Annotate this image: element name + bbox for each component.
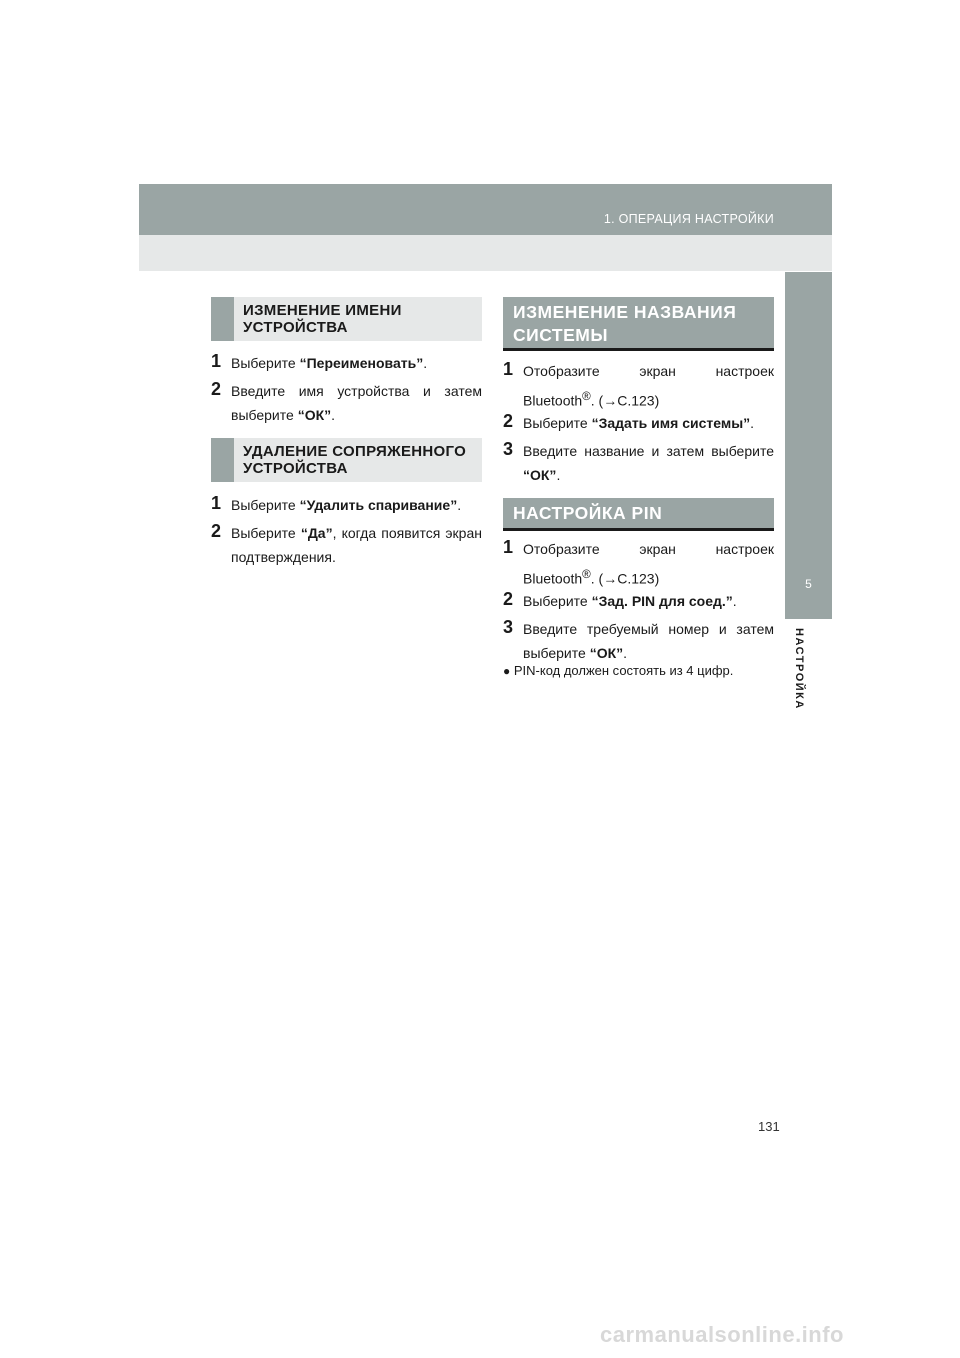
header-sub-band xyxy=(139,235,832,271)
section-marker xyxy=(211,297,234,341)
ui-option-set-pin: “Зад. PIN для соед.” xyxy=(591,593,733,609)
section-header-delete-paired xyxy=(211,438,482,482)
ui-option-delete-pairing: “Удалить спаривание” xyxy=(299,497,458,513)
step-number: 1 xyxy=(503,537,514,557)
header-band xyxy=(139,184,832,235)
step-item xyxy=(503,537,774,592)
step-item xyxy=(503,617,774,665)
step-item xyxy=(211,379,482,427)
section-title: ИЗМЕНЕНИЕ ИМЕНИ УСТРОЙСТВА xyxy=(243,302,402,336)
step-item xyxy=(503,589,774,613)
section-header-change-system-name xyxy=(503,297,774,351)
ui-option-set-system-name: “Задать имя системы” xyxy=(591,415,751,431)
ui-option-ok: “ОК” xyxy=(297,407,332,423)
step-text: Выберите “Зад. PIN для соед.”. xyxy=(523,593,737,609)
step-text: Введите требуемый номер и затем выберите “ОК”. xyxy=(523,621,774,661)
step-number: 1 xyxy=(503,359,514,379)
step-number: 2 xyxy=(211,521,222,541)
step-item xyxy=(211,493,482,517)
step-item xyxy=(503,439,774,487)
step-text: Отобразите экран настроек Bluetooth®. (→С.123) xyxy=(523,541,774,587)
step-item xyxy=(211,521,482,569)
ui-option-yes: “Да” xyxy=(300,525,333,541)
step-text: Выберите “Переименовать”. xyxy=(231,355,428,371)
step-item xyxy=(211,351,482,375)
step-text: Введите имя устройства и затем выберите “ОК”. xyxy=(231,383,482,423)
step-number: 2 xyxy=(503,589,514,609)
step-item xyxy=(503,359,774,414)
ui-option-ok: “ОК” xyxy=(523,467,557,483)
section-title: УДАЛЕНИЕ СОПРЯЖЕННОГО УСТРОЙСТВА xyxy=(243,443,467,477)
ui-option-rename: “Переименовать” xyxy=(299,355,424,371)
bullet-icon: ● xyxy=(503,664,511,678)
step-item xyxy=(503,411,774,435)
chapter-number: 5 xyxy=(805,577,812,591)
step-text: Выберите “Да”, когда появится экран подтверждения. xyxy=(231,525,482,565)
step-number: 3 xyxy=(503,439,514,459)
step-number: 1 xyxy=(211,493,222,513)
step-text: Выберите “Задать имя системы”. xyxy=(523,415,755,431)
watermark-text: carmanualsonline.info xyxy=(600,1322,844,1347)
step-number: 2 xyxy=(211,379,222,399)
step-text: Введите название и затем выберите “ОК”. xyxy=(523,443,774,483)
section-header-rename-device xyxy=(211,297,482,341)
section-marker xyxy=(211,438,234,482)
ui-option-ok: “ОК” xyxy=(589,645,624,661)
step-number: 2 xyxy=(503,411,514,431)
note-item xyxy=(503,662,774,680)
page-number: 131 xyxy=(758,1119,780,1134)
section-title: НАСТРОЙКА PIN xyxy=(513,503,663,523)
chapter-title: 1. ОПЕРАЦИЯ НАСТРОЙКИ xyxy=(603,212,774,226)
section-header-pin-setting xyxy=(503,498,774,531)
step-number: 1 xyxy=(211,351,222,371)
step-number: 3 xyxy=(503,617,514,637)
step-text: Отобразите экран настроек Bluetooth®. (→С.123) xyxy=(523,363,774,409)
chapter-side-label: НАСТРОЙКА xyxy=(793,628,805,710)
chapter-side-tab[interactable] xyxy=(785,272,832,619)
note-text: PIN-код должен состоять из 4 цифр. xyxy=(513,663,734,678)
section-title: ИЗМЕНЕНИЕ НАЗВАНИЯ СИСТЕМЫ xyxy=(513,302,737,345)
step-text: Выберите “Удалить спаривание”. xyxy=(231,497,462,513)
